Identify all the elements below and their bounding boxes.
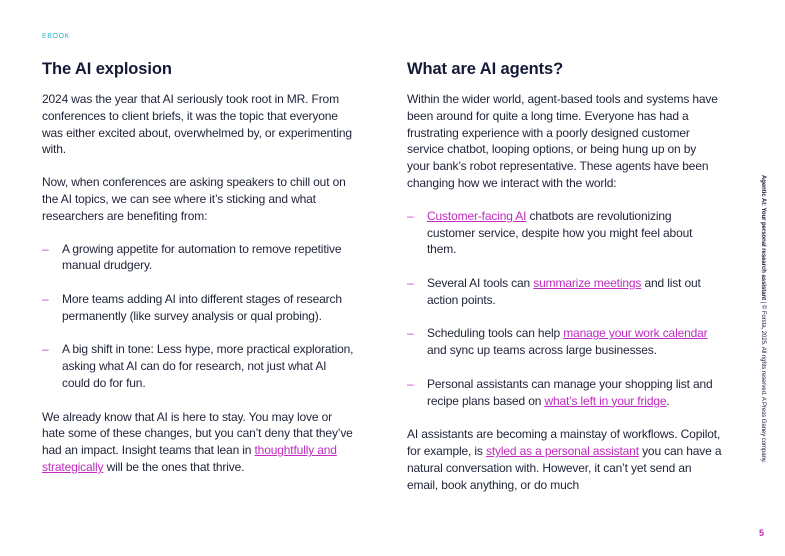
conferences-paragraph: Now, when conferences are asking speakers to chill out on the AI topics, we can see where it’s sticking and what researchers are benefiting from: xyxy=(42,175,346,223)
whats-left-in-fridge-link[interactable]: what’s left in your fridge xyxy=(544,393,667,408)
personal-assistant-link[interactable]: styled as a personal assistant xyxy=(485,443,639,458)
right-column xyxy=(407,60,722,509)
dash-bullet-icon: – xyxy=(407,275,414,290)
list-item: – Personal assistants can manage your shopping list and recipe plans based on what’s left in your fridge. xyxy=(407,376,713,408)
list-item: – More teams adding AI into different stages of research permanently (like survey analysis or qual probing). xyxy=(42,291,342,323)
dash-bullet-icon: – xyxy=(407,326,414,341)
dash-bullet-icon: – xyxy=(42,342,49,357)
page-number: 5 xyxy=(759,528,765,538)
benefits-list xyxy=(42,241,357,392)
list-item: – A growing appetite for automation to remove repetitive manual drudgery. xyxy=(42,241,342,273)
manage-calendar-link[interactable]: manage your work calendar xyxy=(563,326,708,341)
list-item: – Scheduling tools can help manage your work calendar and sync up teams across large businesses. xyxy=(407,326,708,358)
copyright-text: | © Forsta, 2025. All rights reserved. A Press Ganey company. xyxy=(760,300,766,463)
thoughtfully-strategically-link[interactable]: thoughtfully and strategically xyxy=(42,443,337,474)
side-footer xyxy=(757,175,767,515)
ebook-title: Agentic AI: Your personal research assistant xyxy=(760,175,766,301)
ai-explosion-heading: The AI explosion xyxy=(42,60,172,78)
list-item: – Several AI tools can summarize meetings and list out action points. xyxy=(407,275,701,307)
summarize-meetings-link[interactable]: summarize meetings xyxy=(533,275,642,290)
dash-bullet-icon: – xyxy=(42,241,49,256)
list-item: – A big shift in tone: Less hype, more practical exploration, asking what AI can do for research, not just what AI could do for fun. xyxy=(42,342,354,390)
list-item: – Customer-facing AI chatbots are revolutionizing customer service, despite how you might feel about them. xyxy=(407,208,693,257)
closing-paragraph: We already know that AI is here to stay. You may love or hate some of these changes, but you can’t deny that they’ve had an impact. Insight teams that lean in thoughtfully and strategically will be the ones that thrive. xyxy=(42,409,353,474)
ebook-label: EBOOK xyxy=(42,33,70,40)
intro-paragraph: 2024 was the year that AI seriously took root in MR. From conferences to client briefs, it was the topic that everyone was either excited about, overwhelmed by, or experimenting with. xyxy=(42,92,352,157)
left-column xyxy=(42,60,357,492)
agents-list xyxy=(407,208,722,410)
customer-facing-ai-link[interactable]: Customer-facing AI xyxy=(427,208,527,223)
agents-intro-paragraph: Within the wider world, agent-based tools and systems have been around for quite a long time. Everyone has had a frustrating experience with a poorly designed customer service chatbot, looping options, or being hung up on by your bank’s robot representative. These agents have been changing how we interact with the world: xyxy=(407,92,718,190)
dash-bullet-icon: – xyxy=(42,291,49,306)
dash-bullet-icon: – xyxy=(407,376,414,391)
assistants-paragraph: AI assistants are becoming a mainstay of workflows. Copilot, for example, is styled as a personal assistant you can have a natural conversation with. However, it can’t yet send an email, book anything, or do much xyxy=(407,427,722,492)
dash-bullet-icon: – xyxy=(407,208,414,223)
ai-agents-heading: What are AI agents? xyxy=(407,60,564,78)
